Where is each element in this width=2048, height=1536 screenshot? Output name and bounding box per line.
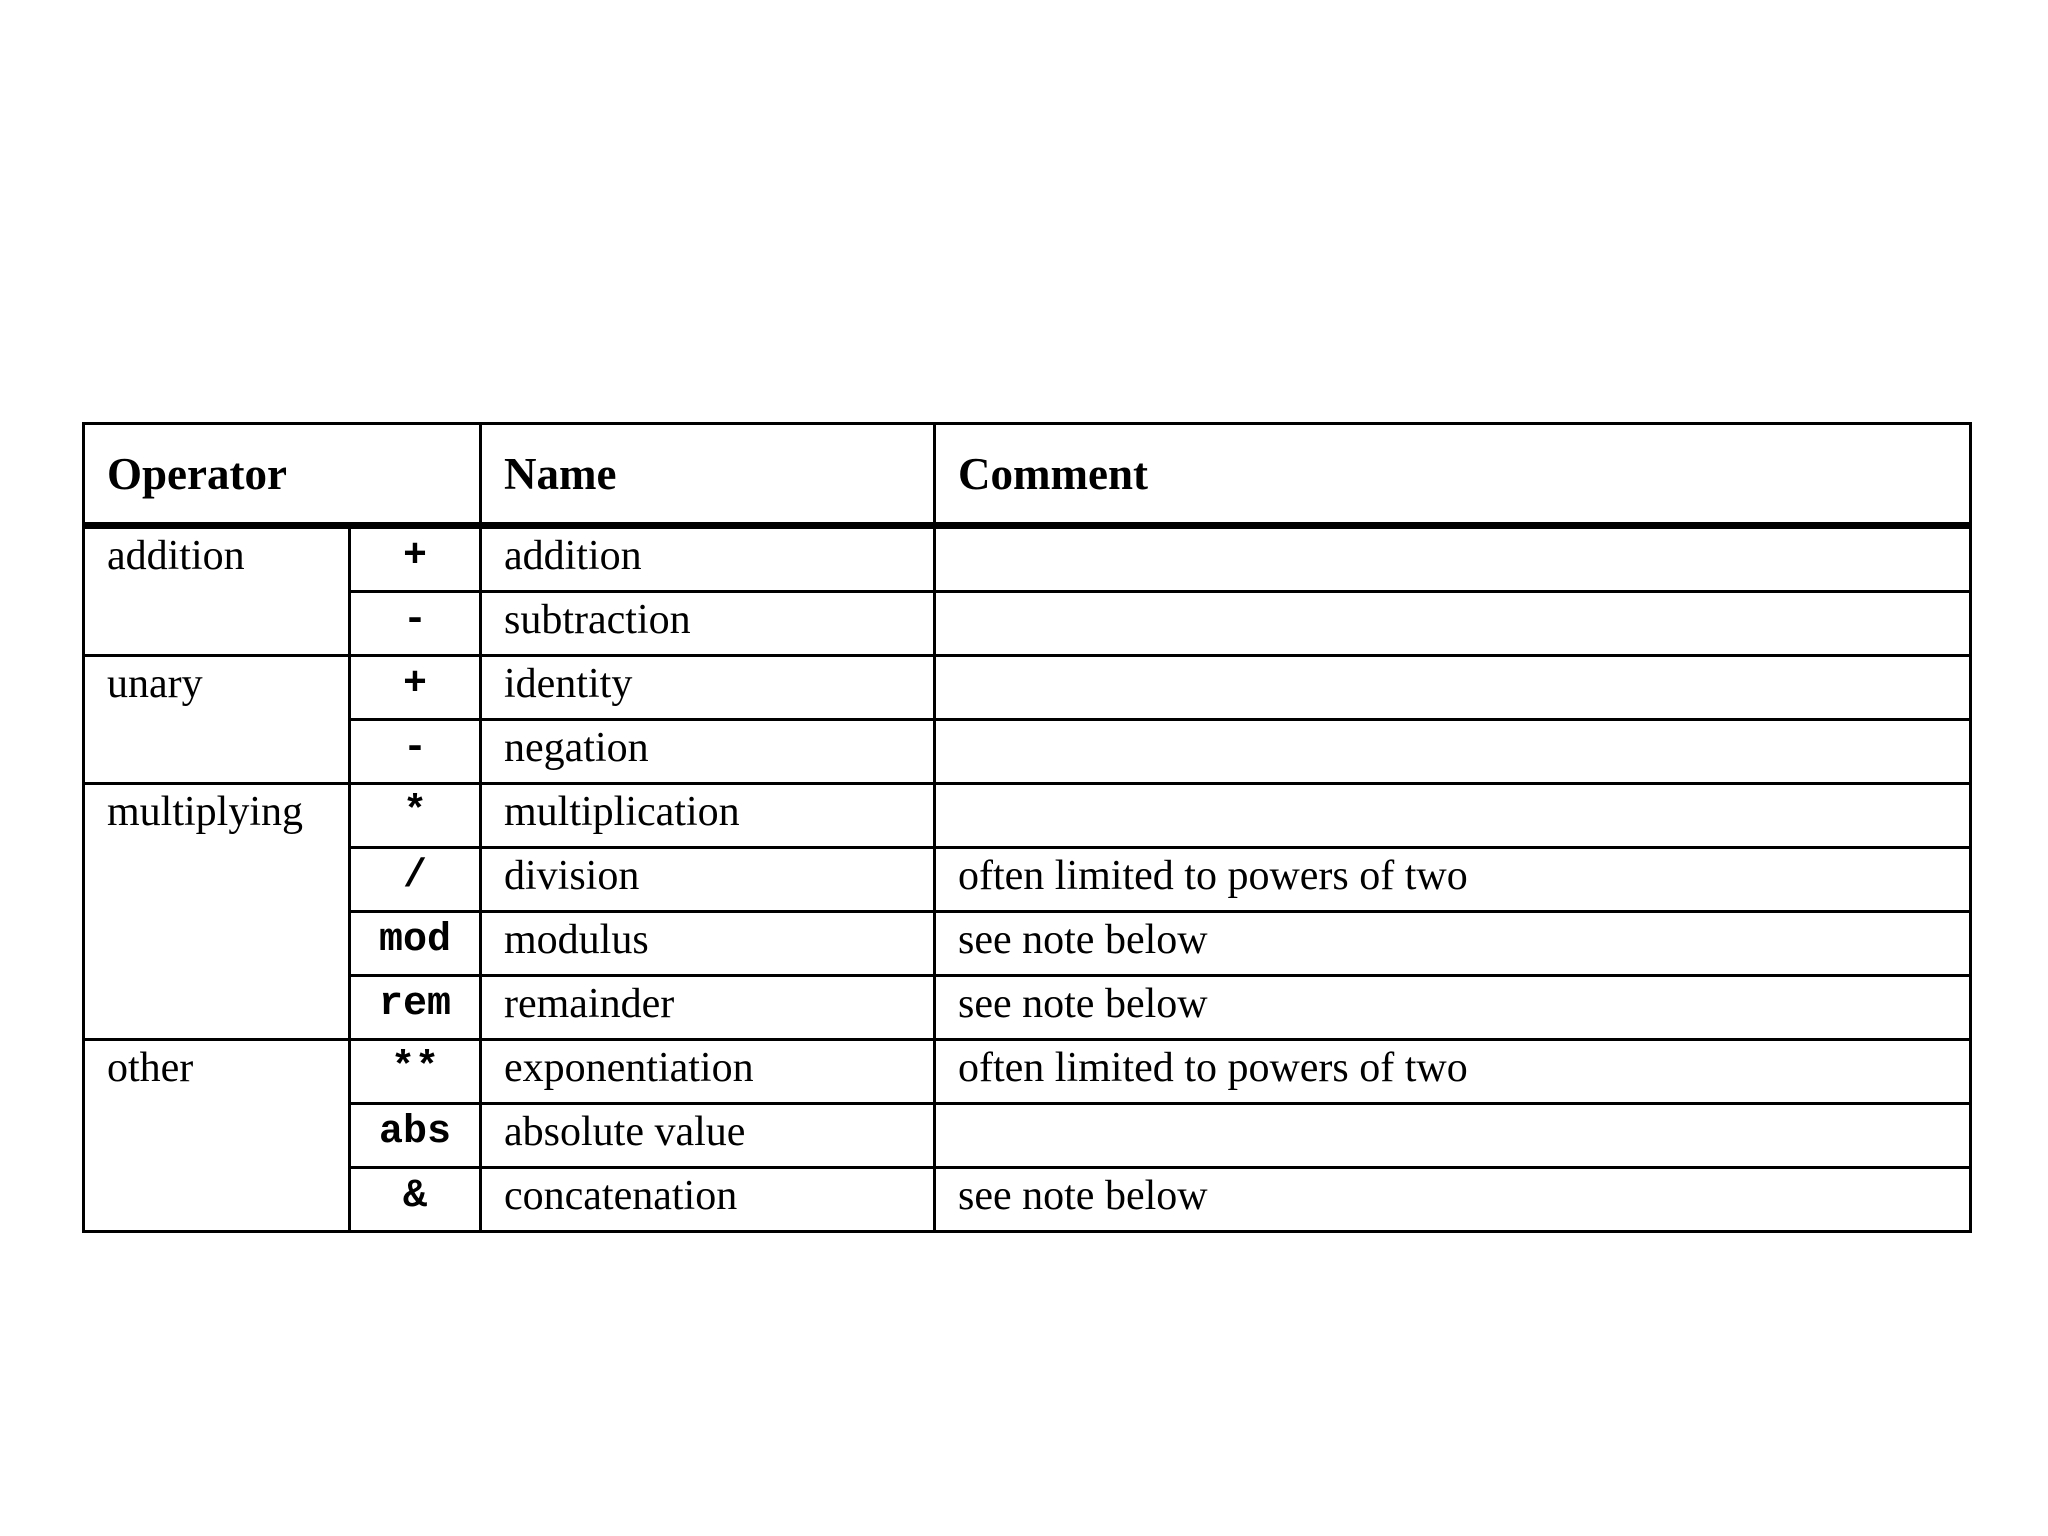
operator-name-cell: division [481, 848, 935, 912]
operator-table [82, 422, 1972, 1233]
operator-comment-cell: see note below [935, 912, 1971, 976]
table-row [84, 526, 1971, 592]
operator-comment-cell: often limited to powers of two [935, 1040, 1971, 1104]
table-row [84, 784, 1971, 848]
operator-name-cell: addition [481, 526, 935, 592]
operator-name-cell: multiplication [481, 784, 935, 848]
operator-comment-cell [935, 526, 1971, 592]
operator-symbol-cell: & [350, 1168, 481, 1232]
operator-name-cell: remainder [481, 976, 935, 1040]
operator-comment-cell [935, 656, 1971, 720]
operator-symbol-cell: rem [350, 976, 481, 1040]
operator-symbol-cell: abs [350, 1104, 481, 1168]
operator-comment-cell [935, 784, 1971, 848]
header-operator: Operator [84, 424, 481, 526]
table-row [84, 592, 1971, 656]
table-row [84, 720, 1971, 784]
operator-comment-cell: see note below [958, 1173, 1208, 1219]
operator-comment-cell [935, 720, 1971, 784]
operator-symbol-cell: - [350, 592, 481, 656]
operator-symbol-cell: + [350, 656, 481, 720]
operator-name-cell: exponentiation [481, 1040, 935, 1104]
operator-comment-cell: see note below [935, 976, 1971, 1040]
operator-comment-cell [935, 592, 1971, 656]
table-row [84, 976, 1971, 1040]
table-row [84, 1104, 1971, 1168]
operator-group-cell: other [84, 1040, 350, 1232]
table-row [84, 1040, 1971, 1104]
operator-group-cell: unary [84, 656, 350, 784]
header-name: Name [481, 424, 935, 526]
table-row [84, 848, 1971, 912]
operator-group-cell: addition [84, 526, 350, 656]
operator-name-cell: subtraction [481, 592, 935, 656]
operator-comment-cell: often limited to powers of two [935, 848, 1971, 912]
operator-name-cell: identity [481, 656, 935, 720]
operator-name-cell: absolute value [481, 1104, 935, 1168]
operator-name-cell: concatenation [481, 1168, 935, 1232]
operator-symbol-cell: + [350, 526, 481, 592]
table-row [84, 656, 1971, 720]
operator-symbol-cell: - [350, 720, 481, 784]
operator-symbol-cell: ** [350, 1040, 481, 1104]
operator-name-cell: negation [481, 720, 935, 784]
header-comment: Comment [935, 424, 1971, 526]
operator-symbol-cell: / [350, 848, 481, 912]
operator-symbol-cell: mod [350, 912, 481, 976]
table-body [84, 526, 1971, 1232]
operator-group-cell: multiplying [84, 784, 350, 1040]
operator-comment-cell [935, 1104, 1971, 1168]
header-row [84, 424, 1971, 526]
table-row [84, 912, 1971, 976]
operator-name-cell: modulus [481, 912, 935, 976]
operator-symbol-cell: * [350, 784, 481, 848]
table-row [84, 1168, 1971, 1232]
